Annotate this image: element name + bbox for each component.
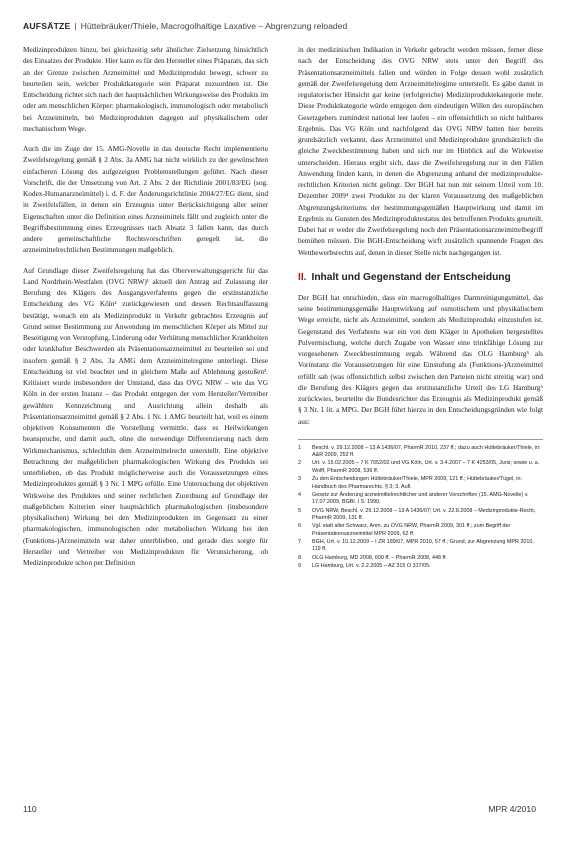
header-separator: | bbox=[74, 21, 77, 31]
footnote bbox=[298, 492, 543, 507]
footnote-text: LG Hamburg, Urt. v. 2.2.2005 – AZ 315 O 317/05. bbox=[312, 562, 431, 569]
section-heading-text: Inhalt und Gegenstand der Entscheidung bbox=[311, 271, 511, 283]
footnote-number: 8 bbox=[298, 554, 301, 561]
footnotes bbox=[298, 439, 543, 571]
footnote-number: 4 bbox=[298, 491, 301, 498]
footnote bbox=[298, 523, 543, 538]
footnote bbox=[298, 563, 543, 571]
footnote-text: Beschl. v. 29.12.2008 – 13 A 1436/07, PharmR 2010, 237 ff.; dazu auch Hüttebräuker/Thiele, in: A&R 2009, 252 ff. bbox=[312, 444, 541, 459]
footnote-number: 5 bbox=[298, 507, 301, 514]
footnote-text: OVG NRW, Beschl. v. 29.12.2008 – 13 A 1436/07; Urt. v. 22.8.2008 – Medizinprodukte-Recht, PharmR 2009, 131 ff. bbox=[312, 507, 536, 522]
footnote bbox=[298, 555, 543, 563]
page-number: 110 bbox=[23, 804, 37, 814]
section-heading bbox=[298, 272, 543, 284]
paragraph: Der BGH hat entschieden, dass ein macrogolhaltiges Darmreinigungsmittel, das seine bestimmungsgemäße Hauptwirkung auf osmotischem und physikalischem Wege erreicht, nicht als Arzneimittel, sondern als Medizinprodukt einzustufen ist. Gegenstand des Verfahrens war ein von dem Kläger in Apotheken hergestelltes Pulvermischung, welche durch Zugabe von Wasser eine trinkfähige Lösung zur vorgesehenen Zweckbestimmung ergab. Während das OLG Hamburg⁵ als Vorinstanz die Voraussetzungen für eine Einstufung als (Funktions-)Arzneimittel erfüllt sah (was offensichtlich selbst zwischen den Parteien nicht streitig war) und die Berufung des Klägers gegen das erstinstanzliche Urteil des LG Hamburg⁶ zurückwies, beurteilte die Bundesrichter das Erzeugnis als Medizinprodukt gemäß § 3 Nr. 1 lit. a MPG. Der BGH führt hierzu in den Entscheidungsgründen wie folgt aus: bbox=[298, 292, 543, 426]
paragraph: Auch die im Zuge der 15. AMG-Novelle in das deutsche Recht implementierte Zweifelsregelung gemäß § 2 Abs. 3a AMG hat nicht wirklich zu der gewünschten einfacheren Lösung des aufgezeigten Problemstellungen geführt. Nach dieser Vorschrift, die der Umsetzung von Art. 2 Abs. 2 der Richtlinie 2001/83/EG (sog. Kodex-Humanarzneimittel) i. d. F. der Änderungsrichtlinie 2004/27/EG dient, sind in Zweifelsfällen, in denen ein Erzeugnis unter Berücksichtigung aller seiner Eigenschaften unter die Definition eines Arzneimittels fällt und zugleich unter die Begriffsbestimmung eines Erzeugnisses nach Absatz 3 fallen kann, das durch andere gemeinschaftliche Rechtsvorschriften geregelt ist, die arzneimittelrechtlichen Bestimmungen maßgeblich. bbox=[23, 144, 268, 255]
article-running-title: Hüttebräuker/Thiele, Macrogolhaltige Laxative – Abgrenzung reloaded bbox=[80, 21, 348, 31]
footnote-number: 3 bbox=[298, 476, 301, 483]
footnote-number: 2 bbox=[298, 460, 301, 467]
footnote-text: Vgl. statt aller Schwarz, Anm. zu OVG NRW, PharmR 2009, 301 ff.; zum Begriff der Präsentationsarzneimittel MPR 2009, 62 ff. bbox=[312, 523, 511, 537]
left-column bbox=[23, 44, 268, 734]
running-header bbox=[23, 18, 543, 34]
footnote-text: Urt. v. 15.02.2005 – 7 K 7052/02 und VG Köln, Urt. v. 3.4.2007 – 7 K 4253/05, Juris; sowie u. a. Wolff, PharmR 2008, 536 ff. bbox=[312, 460, 540, 475]
footnote bbox=[298, 460, 543, 475]
footnote bbox=[298, 445, 543, 460]
footnote bbox=[298, 539, 543, 554]
footnote-text: Zu den Entscheidungen Hüttebräuker/Thiele, MPR 2009, 121 ff.; Hüttebräuker/Tügel, in: Handbuch des Pharmarechts, § 3; 3. Aufl. bbox=[312, 476, 522, 490]
footnote bbox=[298, 508, 543, 523]
right-column bbox=[298, 44, 543, 754]
footnote-text: BGH, Urt. v. 10.12.2009 – I ZR 189/07, MPR 2010, 57 ff.; Grund, zur Abgrenzung MPR 2010, 119 ff. bbox=[312, 538, 534, 553]
section-label: AUFSÄTZE bbox=[23, 21, 71, 31]
footnote bbox=[298, 476, 543, 491]
footnote-number: 7 bbox=[298, 538, 301, 545]
footnote-text: Gesetz zur Änderung arzneimittelrechtlicher und anderer Vorschriften (15. AMG-Novelle) v. 17.07.2009, BGBl. I S. 1990. bbox=[312, 491, 529, 506]
footnote-text: OLG Hamburg, MD 2008, 600 ff. – PharmR 2008, 448 ff. bbox=[312, 554, 447, 561]
footnote-number: 9 bbox=[298, 562, 301, 569]
paragraph: Auf Grundlage dieser Zweifelsregelung hat das Oberverwaltungsgericht für das Land Nordrhein-Westfalen (OVG NRW)¹ aktuell den Antrag auf Zulassung der Berufung des Klägers des Ausgangsverfahrens gegen die erstinstanzliche Entscheidung des VG Köln² zurückgewiesen und dessen Rechtsauffassung bestätigt, wonach ein als Medizinprodukt in Verkehr gebrachtes Erzeugnis auf Grund seiner Bestimmung zur Anwendung im menschlichen Körper als Mittel zur Beseitigung von Verstopfung, Linderung oder Verhütung menschlicher Krankheiten oder krankhafter Beschwerden als Präsentationsarzneimittel zu beurteilen sei und insofern gemäß § 2 Abs. 3a AMG dem Arzneimittelregime unterliegt. Diese Entscheidung ist viel beachtet und in gleichem Maße auf Ablehnung gestoßen³. Kritisiert wurde insbesondere der Umstand, dass das OVG NRW – wie das VG Köln in der ersten Instanz – das Produkt entgegen der vom Hersteller/Vertreiber gewählten Kennzeichnung und Ausrichtung allein deshalb als Präsentationsarzneimittel gemäß § 2 Abs. 1 Nr. 1 AMG beurteilt hat, weil es einem objektiven Konsumenten die Vorstellung vermittle, dass es Heilwirkungen beanspruche, und damit auch, ohne die notwendige Differenzierung nach dem Wirkmechanismus, schlechthin dem Arzneimittelrecht unterstellt. Eine objektive Betrachtung der maßgeblichen pharmakologischen Wirkung des Produkts sei unterblieben, ob das Produkt möglicherweise auch die Voraussetzungen eines Medizinproduktes gemäß § 3 Nr. 1 MPG erfülle. Eine Untersuchung der objektiven Wirkweise des Produktes und seiner rechtlichen Zuordnung auf Grundlage der maßgeblichen Kriterien einer hauptsächlich pharmakologischen (insbesondere physikalischen) Wirkung bei den Medizinprodukten im Gegensatz zu einer pharmakologischen, immunologischen oder metabolischen Wirkung bei den (Funktions-)Arzneimitteln war daher unterblieben, und gerade dies sorgte für Hersteller und Vertreiber von Medizinprodukten für Verunsicherung, ob Medizinprodukte schon per Definition bbox=[23, 265, 268, 567]
section-heading-number: II. bbox=[298, 271, 307, 283]
footnote-number: 1 bbox=[298, 444, 301, 451]
paragraph: Medizinprodukten hinzu, bei gleichzeitig sehr ähnlicher Zielsetzung hinsichtlich des Einsatzes der Produkte. Hier kann es für den Hersteller eines Präparats, das sich an der Grenze zwischen Arzneimittel und Medizinprodukt bewegt, schwer zu beurteilen sein, welcher Produktkategorie sein Präparat zuzuordnen ist. Die Entscheidung richtet sich nach der hauptsächlichen Wirkungsweise des Produkts im oder am menschlichen Körper: pharmakologisch, immunologisch oder metabolisch bei Arzneimitteln, bei Medizinprodukten dagegen auf physikalischem oder mechanischem Wege. bbox=[23, 45, 268, 133]
footnote-number: 6 bbox=[298, 523, 301, 530]
paragraph: in der medizinischen Indikation in Verkehr gebracht werden müssen, ferner diese nach der Entscheidung des OVG NRW stets unter den Begriff des Präsentationsarzneimittels fallen und würden in Folge dessen wohl zusätzlich gemäß der Zweifelsregelung dem Arzneimittelregime unterstellt. Es gäbe damit in regulatorischer Hinsicht gar keine (erfolgreiche) Medizinproduktekategorie mehr. Diese Produktkategorie würde entgegen dem eindeutigen Willen des europäischen Gesetzgebers zumindest national leer laufen – ein offensichtlich so nicht haltbares Ergebnis. Das VG Köln und nachfolgend das OVG NRW hatten hier bereits grundsätzlich verkannt, dass Arzneimittel und Medizinprodukte grundsätzlich die gleiche Zweckbestimmung haben und sich nur im Hinblick auf die Wirkweise unterscheiden. Hieraus ergibt sich, dass die Zweifelsregelung nur in den Fällen Anwendung finden kann, in denen die Abgrenzung anhand der medizinprodukte-rechtlichen Kriterien nicht gelingt. Der BGH hat nun mit seinem Urteil vom 10. Dezember 2009⁴ zwei Produkte zu der klaren Voraussetzung des maßgeblichen Abgrenzungskriteriums der bestimmungsgemäßen Hauptwirkung und damit im Ergebnis zu Gunsten des Medizinproduktestatus des betroffenen Produkts geurteilt. Dabei hat er weder die Zweifelsregelung noch den Präsentationsarzneimittelbegriff bemühen müssen. Die BGH-Entscheidung wirft zusätzlich spannende Fragen des Wettbewerbsrechts auf, denen in dieser Stelle nicht nachgegangen ist. bbox=[298, 45, 543, 257]
journal-issue: MPR 4/2010 bbox=[488, 804, 536, 814]
